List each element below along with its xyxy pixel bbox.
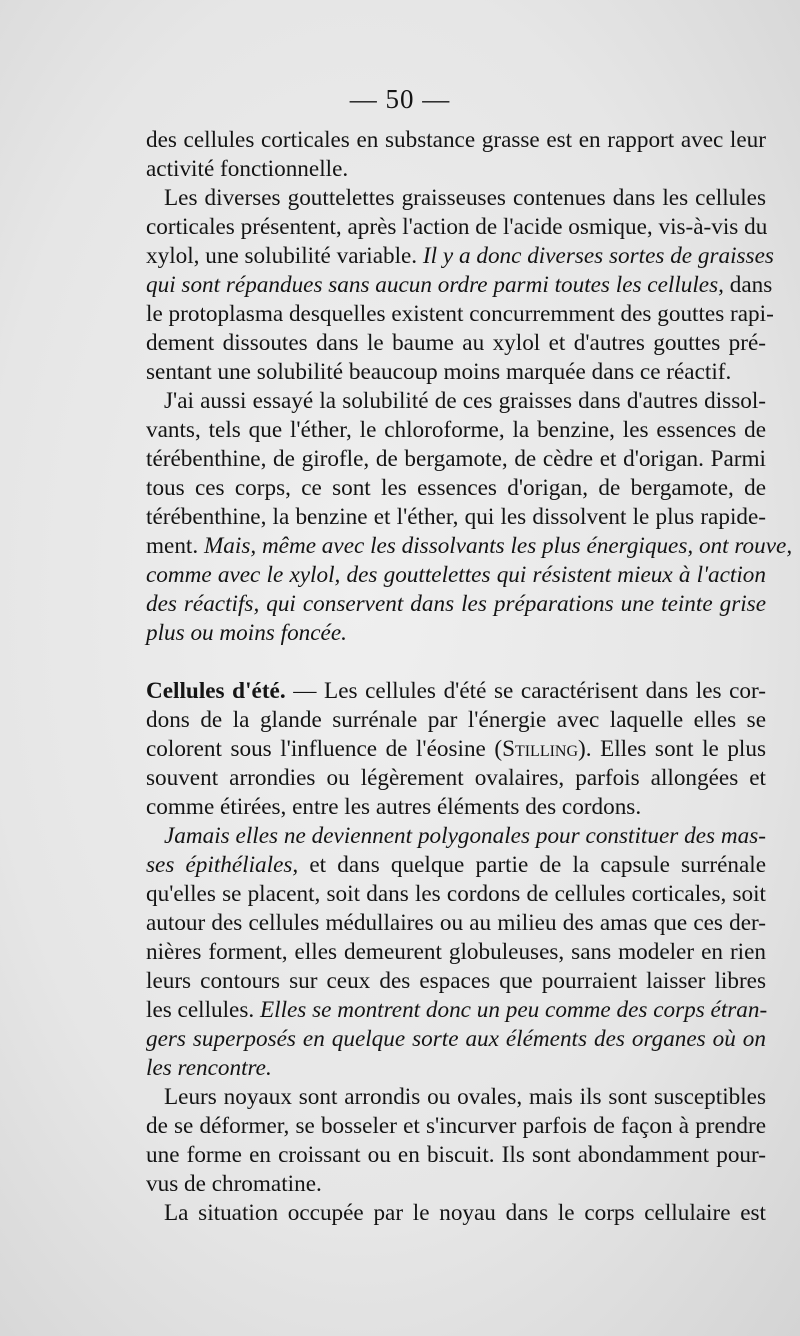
text-segment: le protoplasma desquelles existent concurremment des gouttes rapi- [146, 301, 774, 327]
text-line [146, 1083, 766, 1112]
text-line [146, 242, 774, 271]
text-segment: colorent sous l'influence de l'éosine ( [146, 736, 503, 762]
text-segment: leurs contours sur ceux des espaces que pourraient laisser libres [146, 968, 766, 994]
text-segment: vus de chromatine. [146, 1171, 322, 1197]
text-segment: sentant une solubilité beaucoup moins marquée dans ce réactif. [146, 359, 732, 385]
text-line [146, 677, 766, 706]
text-line [146, 184, 766, 213]
text-segment: xylol, une solubilité variable. [146, 243, 423, 269]
text-segment: comme étirées, entre les autres éléments des cordons. [146, 794, 642, 820]
text-segment: dans [723, 272, 773, 298]
text-segment: vants, tels que l'éther, le chloroforme, la benzine, les essences de [146, 417, 766, 443]
text-line [146, 126, 766, 155]
text-line [146, 300, 774, 329]
text-segment: les rencontre. [146, 1055, 272, 1081]
text-line [146, 764, 766, 793]
text-segment: dons de la glande surrénale par l'énergie avec laquelle elles se [146, 707, 766, 733]
body-text [146, 126, 793, 1228]
text-segment: ment. [146, 533, 204, 559]
text-line [146, 1141, 766, 1170]
text-segment: les cellules. [146, 997, 260, 1023]
text-line [146, 358, 766, 387]
text-segment: Stilling [502, 736, 579, 762]
text-segment: Jamais elles ne deviennent polygonales pour constituer des mas- [164, 823, 766, 849]
text-line [146, 706, 766, 735]
text-segment: corticales présentent, après l'action de l'acide osmique, vis-à-vis du [146, 214, 768, 240]
text-segment: qui sont répandues sans aucun ordre parmi toutes les cellules, [146, 272, 724, 298]
text-line [146, 735, 766, 764]
text-segment: ses épithéliales, [146, 852, 299, 878]
text-line [146, 619, 766, 648]
text-segment: comme avec le xylol, des gouttelettes qui résistent mieux à l'action [146, 562, 766, 588]
text-segment: des réactifs, qui conservent dans les préparations une teinte grise [146, 591, 766, 617]
text-segment: ). Elles sont le plus [578, 736, 766, 762]
text-line [146, 329, 766, 358]
text-line [146, 967, 766, 996]
section-heading: Cellules d'été. [146, 678, 286, 704]
text-segment: nières forment, elles demeurent globuleuses, sans modeler en rien [146, 939, 766, 965]
text-segment: térébenthine, de girofle, de bergamote, de cèdre et d'origan. Parmi [146, 446, 766, 472]
text-line [146, 590, 766, 619]
text-line [146, 880, 766, 909]
text-segment: de se déformer, se bosseler et s'incurver parfois de façon à prendre [146, 1113, 766, 1139]
paragraph-gap [146, 648, 766, 677]
text-line [146, 1112, 766, 1141]
text-line [146, 938, 766, 967]
text-segment: Mais, même avec les dissolvants les plus énergiques, ont rouve, [203, 533, 793, 559]
text-line [146, 445, 766, 474]
text-segment: souvent arrondies ou légèrement ovalaires, parfois allongées et [146, 765, 766, 791]
text-line [146, 909, 766, 938]
text-segment: des cellules corticales en substance grasse est en rapport avec leur [146, 127, 766, 153]
text-line [146, 851, 766, 880]
text-line [146, 1025, 766, 1054]
text-segment: tous ces corps, ce sont les essences d'origan, de bergamote, de [146, 475, 766, 501]
text-segment: activité fonctionnelle. [146, 156, 349, 182]
text-line [146, 213, 766, 242]
text-segment: Elles se montrent donc un peu comme des corps étran- [259, 997, 768, 1023]
text-line [146, 155, 766, 184]
text-segment: J'ai aussi essayé la solubilité de ces graisses dans d'autres dissol- [164, 388, 766, 414]
text-line [146, 1170, 766, 1199]
text-segment: qu'elles se placent, soit dans les cordons de cellules corticales, soit [146, 881, 766, 907]
text-segment: gers superposés en quelque sorte aux éléments des organes où on [146, 1026, 766, 1052]
text-line [146, 793, 766, 822]
text-segment: Il y a donc diverses sortes de graisses [422, 243, 774, 269]
text-line [146, 532, 793, 561]
text-segment: Leurs noyaux sont arrondis ou ovales, mais ils sont susceptibles [164, 1084, 766, 1110]
text-line [146, 416, 766, 445]
text-segment: autour des cellules médullaires ou au milieu des amas que ces der- [146, 910, 766, 936]
text-segment: La situation occupée par le noyau dans le corps cellulaire est [164, 1200, 766, 1226]
text-segment: une forme en croissant ou en biscuit. Ils sont abondamment pour- [146, 1142, 766, 1168]
text-segment: et dans quelque partie de la capsule surrénale [298, 852, 766, 878]
text-line [146, 996, 766, 1025]
text-segment: plus ou moins foncée. [146, 620, 347, 646]
text-line [146, 561, 766, 590]
page-number: — 50 — [349, 84, 451, 114]
text-line [146, 503, 766, 532]
text-line [146, 474, 766, 503]
text-line [146, 1199, 766, 1228]
text-line [146, 822, 766, 851]
text-line [146, 387, 766, 416]
text-segment: Les diverses gouttelettes graisseuses contenues dans les cellules [164, 185, 766, 211]
text-segment: dement dissoutes dans le baume au xylol et d'autres gouttes pré- [146, 330, 766, 356]
text-segment: térébenthine, la benzine et l'éther, qui les dissolvent le plus rapide- [146, 504, 766, 530]
text-line [146, 271, 773, 300]
text-line [146, 1054, 766, 1083]
text-segment: — Les cellules d'été se caractérisent dans les cor- [285, 678, 766, 704]
